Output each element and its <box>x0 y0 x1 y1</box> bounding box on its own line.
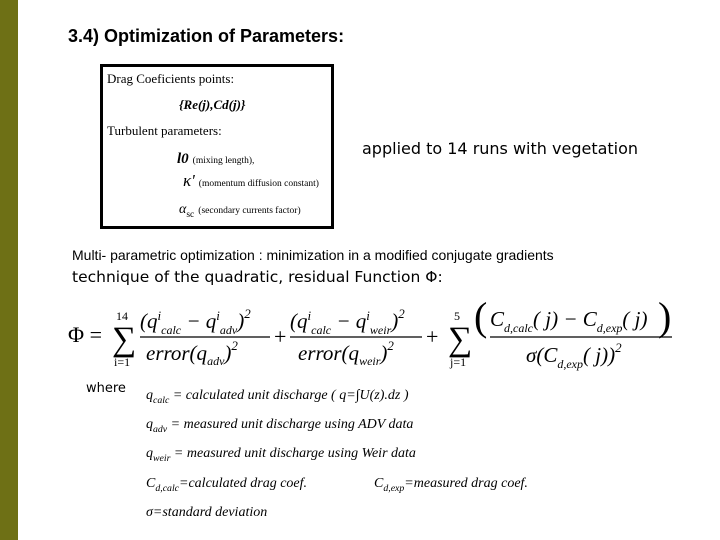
cdexp-text: =measured drag coef. <box>404 476 528 491</box>
sum1-lower: i=1 <box>114 355 131 369</box>
drag-coef-set: {Re(j),Cd(j)} <box>179 97 246 112</box>
qcalc-subscript: calc <box>153 394 170 406</box>
term-drag-denominator: $\sigma(C_{d,exp}$( j))$^2$ <box>526 340 622 371</box>
def-qadv <box>146 417 413 435</box>
sigma-text: =standard deviation <box>152 505 268 520</box>
qcalc-symbol: q <box>146 388 153 403</box>
formula-lhs: Φ = <box>68 322 102 347</box>
qweir-symbol: q <box>146 446 153 461</box>
sum1-sigma: ∑ <box>112 321 137 358</box>
mixing-length-row <box>177 150 254 168</box>
objective-function-formula <box>60 292 700 376</box>
sum2-lower: j=1 <box>450 355 467 369</box>
def-qcalc <box>146 388 409 406</box>
plus-sign-2: + <box>426 324 439 349</box>
def-sigma <box>146 505 267 521</box>
def-cdcalc <box>146 476 307 494</box>
cdcalc-text: =calculated drag coef. <box>179 476 308 491</box>
kappa-description: (momentum diffusion constant) <box>198 179 319 189</box>
parameters-box <box>100 64 334 229</box>
term-weir-denominator: $error(q_{weir})^2$ <box>298 338 394 368</box>
cdcalc-subscript: d,calc <box>155 482 180 494</box>
method-line-2: technique of the quadratic, residual Function Φ: <box>72 268 443 286</box>
kappa-symbol: κ' <box>183 171 195 190</box>
term-drag <box>474 294 672 371</box>
term-weir <box>290 306 422 368</box>
plus-sign-1: + <box>274 324 287 349</box>
cdcalc-symbol: C <box>146 476 156 491</box>
term-adv-denominator: $error(q_{adv})^2$ <box>146 338 238 368</box>
where-label: where <box>86 381 126 396</box>
alpha-subscript: sc <box>186 210 195 221</box>
qadv-subscript: adv <box>153 423 168 435</box>
l0-symbol: l0 <box>177 151 189 167</box>
sum2-upper: 5 <box>454 309 460 323</box>
term-drag-numerator: $C_{d,calc}$( $j) - C_{d,exp}$( j) <box>490 307 648 335</box>
sum2-sigma: ∑ <box>448 321 473 358</box>
qadv-symbol: q <box>146 417 153 432</box>
def-qweir <box>146 446 416 464</box>
applied-note: applied to 14 runs with vegetation <box>362 139 639 158</box>
qcalc-text: = calculated unit discharge ( q=∫U(z).dz ) <box>169 388 409 403</box>
term-drag-open-paren: ( <box>474 294 488 339</box>
term-adv <box>140 306 270 368</box>
qweir-subscript: weir <box>153 452 171 464</box>
alpha-description: (secondary currents factor) <box>198 206 301 216</box>
sum1-upper: 14 <box>116 309 128 323</box>
def-cdexp <box>374 476 528 494</box>
cdexp-symbol: C <box>374 476 384 491</box>
term-drag-close-paren: ) <box>658 294 672 339</box>
alpha-symbol: α <box>179 202 187 217</box>
term-weir-numerator: $(q^i_{calc} - q^i_{weir})^2$ <box>290 306 405 337</box>
drag-coef-heading: Drag Coeficients points: <box>107 71 235 86</box>
slide-title: 3.4) Optimization of Parameters: <box>68 26 345 46</box>
l0-description: (mixing length), <box>192 156 255 166</box>
left-accent-bar <box>0 0 18 540</box>
sigma-symbol: σ <box>146 505 153 520</box>
alpha-row <box>179 200 301 220</box>
qweir-text: = measured unit discharge using Weir data <box>170 446 416 461</box>
term-adv-numerator: $(q^i_{calc} - q^i_{adv})^2$ <box>140 306 251 337</box>
cdexp-subscript: d,exp <box>383 482 405 494</box>
method-line-1: Multi- parametric optimization : minimization in a modified conjugate gradients <box>72 247 554 263</box>
kappa-row <box>183 171 319 191</box>
turbulent-heading: Turbulent parameters: <box>107 123 222 138</box>
qadv-text: = measured unit discharge using ADV data <box>167 417 414 432</box>
